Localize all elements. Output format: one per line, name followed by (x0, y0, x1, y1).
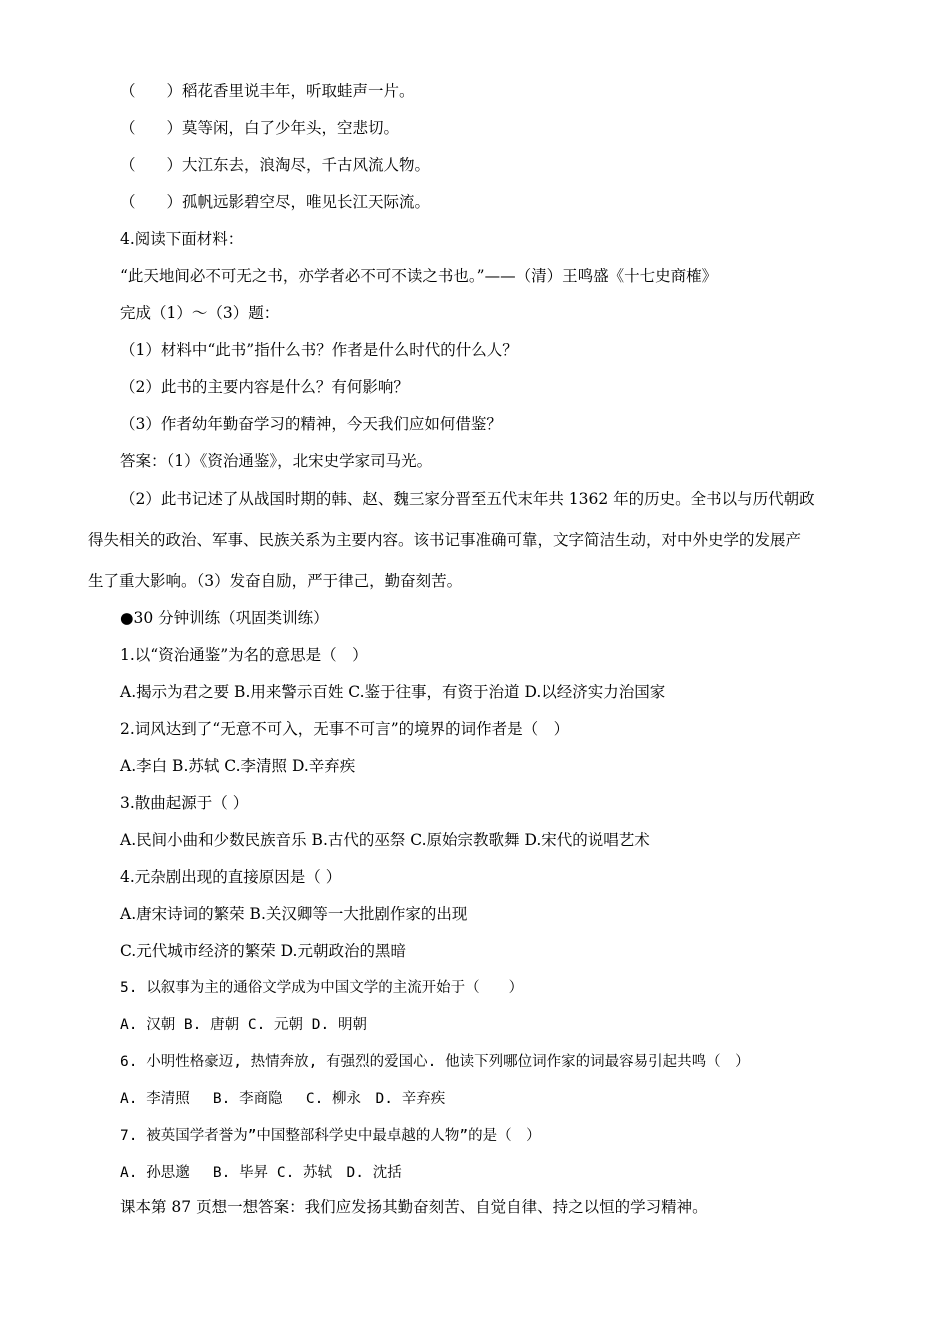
sub-question-1: （1）材料中“此书”指什么书？作者是什么时代的什么人？ (120, 341, 518, 359)
mcq-5-question: 5. 以叙事为主的通俗文学成为中国文学的主流开始于（ ） (120, 980, 524, 996)
mcq-3-options: A.民间小曲和少数民族音乐 B.古代的巫祭 C.原始宗教歌舞 D.宋代的说唱艺术 (120, 831, 650, 849)
textbook-answer: 课本第 87 页想一想答案：我们应发扬其勤奋刻苦、自觉自律、持之以恒的学习精神。 (120, 1198, 708, 1216)
mcq-1-options: A.揭示为君之要 B.用来警示百姓 C.鉴于往事，有资于治道 D.以经济实力治国家 (120, 683, 666, 701)
mcq-7-question: 7. 被英国学者誉为”中国整部科学史中最卓越的人物”的是（ ） (120, 1128, 541, 1144)
material-quote: “此天地间必不可无之书，亦学者必不可不读之书也。”——（清）王鸣盛《十七史商榷》 (120, 267, 718, 285)
mcq-6-question: 6. 小明性格豪迈, 热情奔放, 有强烈的爱国心. 他读下列哪位词作家的词最容易引起共鸣（ ） (120, 1054, 750, 1070)
answer-part-2-line-2: 得失相关的政治、军事、民族关系为主要内容。该书记事准确可靠，文字简洁生动，对中外史学的发展产 (88, 531, 802, 549)
poem-line-2: （ ）莫等闲，白了少年头，空悲切。 (120, 119, 400, 137)
sub-question-2: （2）此书的主要内容是什么？有何影响？ (120, 378, 409, 396)
mcq-1-question: 1.以“资治通鉴”为名的意思是（ ） (120, 646, 368, 664)
mcq-2-options: A.李白 B.苏轼 C.李清照 D.辛弃疾 (120, 757, 356, 775)
instruction-text: 完成（1）～（3）题： (120, 304, 280, 322)
sub-question-3: （3）作者幼年勤奋学习的精神，今天我们应如何借鉴？ (120, 415, 502, 433)
mcq-5-options: A. 汉朝 B. 唐朝 C. 元朝 D. 明朝 (120, 1017, 367, 1033)
mcq-3-question: 3.散曲起源于（ ） (120, 794, 249, 812)
mcq-4-question: 4.元杂剧出现的直接原因是（ ） (120, 868, 342, 886)
question-4-heading: 4.阅读下面材料： (120, 230, 244, 248)
section-heading: ●30 分钟训练（巩固类训练） (120, 609, 329, 627)
answer-part-1: 答案：（1）《资治通鉴》，北宋史学家司马光。 (120, 452, 433, 470)
answer-part-2-line-3: 生了重大影响。（3）发奋自励，严于律己，勤奋刻苦。 (88, 572, 463, 590)
poem-line-4: （ ）孤帆远影碧空尽，唯见长江天际流。 (120, 193, 431, 211)
answer-part-2-line-1: （2）此书记述了从战国时期的韩、赵、魏三家分晋至五代末年共 1362 年的历史。全书以与历代朝政 (120, 490, 815, 508)
poem-line-1: （ ）稻花香里说丰年，听取蛙声一片。 (120, 82, 415, 100)
poem-line-3: （ ）大江东去，浪淘尽，千古风流人物。 (120, 156, 431, 174)
mcq-6-options: A. 李清照 B. 李商隐 C. 柳永 D. 辛弃疾 (120, 1091, 446, 1107)
mcq-7-options: A. 孙思邈 B. 毕昇 C. 苏轼 D. 沈括 (120, 1165, 402, 1181)
mcq-4-options-line-2: C.元代城市经济的繁荣 D.元朝政治的黑暗 (120, 942, 406, 960)
mcq-4-options-line-1: A.唐宋诗词的繁荣 B.关汉卿等一大批剧作家的出现 (120, 905, 468, 923)
mcq-2-question: 2.词风达到了“无意不可入，无事不可言”的境界的词作者是（ ） (120, 720, 570, 738)
